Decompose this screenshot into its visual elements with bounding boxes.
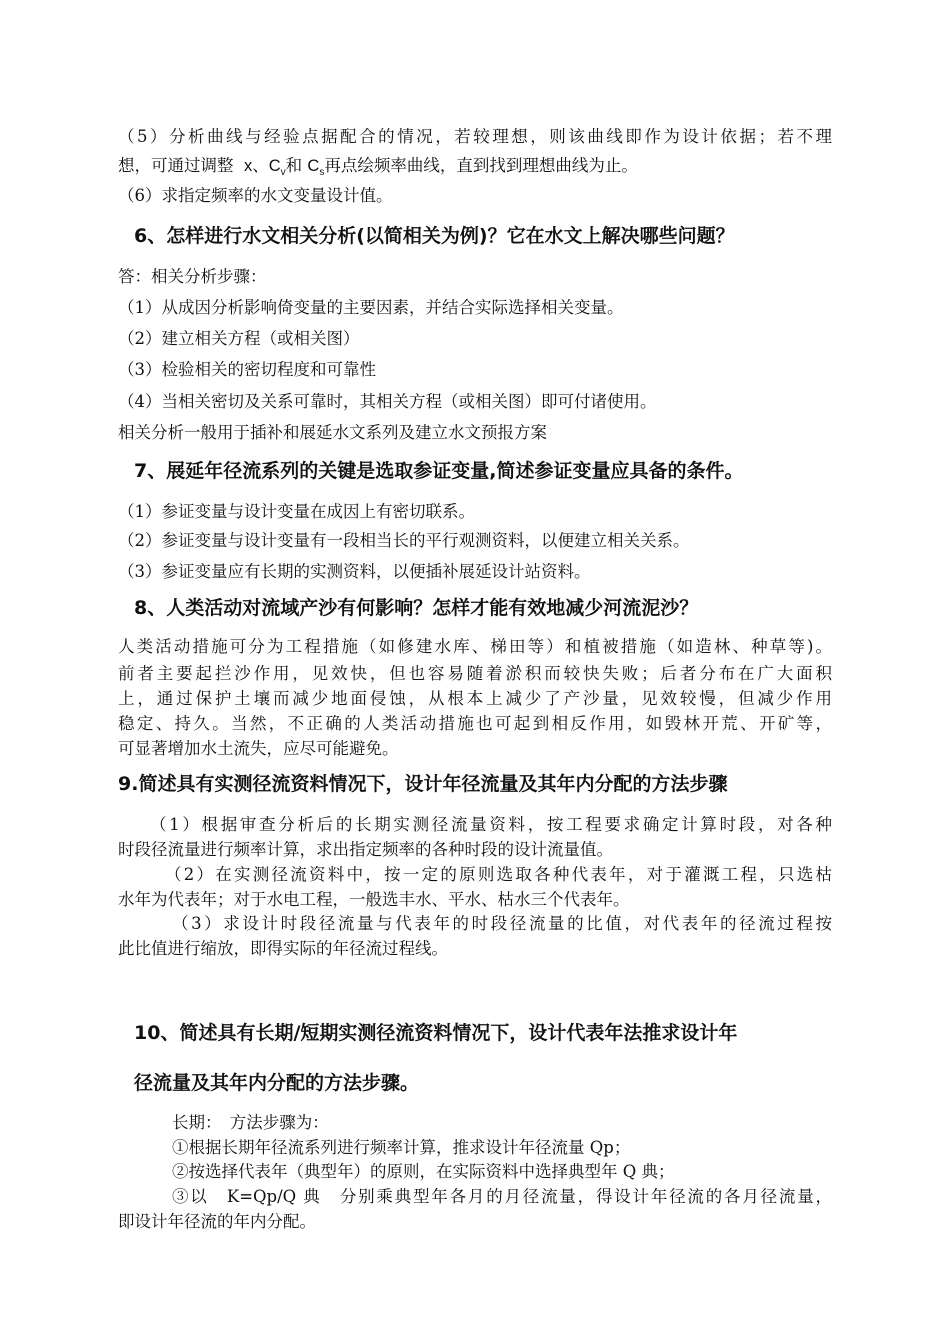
q6-line: 相关分析一般用于插补和展延水文系列及建立水文预报方案: [118, 423, 547, 442]
q9-line: 水年为代表年；对于水电工程，一般选丰水、平水、枯水三个代表年。: [118, 890, 630, 909]
symbol-x: x: [244, 157, 253, 175]
q7-heading: 7、展延年径流系列的关键是选取参证变量,简述参证变量应具备的条件。: [134, 460, 744, 482]
q6-line: （1）从成因分析影响倚变量的主要因素，并结合实际选择相关变量。: [118, 298, 624, 317]
q6-line: （3）检验相关的密切程度和可靠性: [118, 360, 376, 379]
q10-line: ②按选择代表年（典型年）的原则，在实际资料中选择典型年 Q 典；: [172, 1162, 675, 1181]
q10-heading-line-2: 径流量及其年内分配的方法步骤。: [134, 1072, 420, 1094]
q7-line: （2）参证变量与设计变量有一段相当长的平行观测资料，以便建立相关关系。: [118, 531, 690, 550]
q8-line: 上，通过保护土壤而减少地面侵蚀，从根本上减少了产沙量，见效较慢，但减少作用: [118, 689, 832, 708]
q6-heading: 6、怎样进行水文相关分析(以简相关为例)？它在水文上解决哪些问题？: [134, 225, 735, 247]
symbol-cs-letter: C: [307, 157, 320, 175]
q8-line: 稳定、持久。当然，不正确的人类活动措施也可起到相反作用，如毁林开荒、开矿等，: [118, 714, 832, 733]
q9-line: （1）根据审查分析后的长期实测径流量资料，按工程要求确定计算时段，对各种: [150, 815, 832, 834]
q10-line: ①根据长期年径流系列进行频率计算，推求设计年径流量 Qp；: [172, 1138, 631, 1157]
step-6-line: （6）求指定频率的水文变量设计值。: [118, 186, 393, 205]
step-5-text-a: 想，可通过调整: [118, 156, 234, 175]
q10-heading-line-1: 10、简述具有长期/短期实测径流资料情况下，设计代表年法推求设计年: [134, 1022, 738, 1044]
q10-line: 长期： 方法步骤为：: [172, 1113, 329, 1132]
q9-heading: 9.简述具有实测径流资料情况下，设计年径流量及其年内分配的方法步骤: [118, 773, 728, 795]
q10-line: ③以 K=Qp/Q 典 分别乘典型年各月的月径流量，得设计年径流的各月径流量，: [172, 1187, 832, 1206]
symbol-cv-letter: C: [268, 157, 281, 175]
q8-line: 人类活动措施可分为工程措施（如修建水库、梯田等）和植被措施（如造林、种草等)。: [118, 637, 832, 656]
q6-line: （4）当相关密切及关系可靠时，其相关方程（或相关图）即可付诸使用。: [118, 392, 657, 411]
symbol-cs-subscript: s: [319, 167, 325, 178]
q7-line: （1）参证变量与设计变量在成因上有密切联系。: [118, 502, 475, 521]
q9-line: 时段径流量进行频率计算，求出指定频率的各种时段的设计流量值。: [118, 840, 613, 859]
step-5-line-2: [118, 155, 832, 184]
q9-line: （2）在实测径流资料中，按一定的原则选取各种代表年，对于灌溉工程，只选枯: [165, 865, 832, 884]
separator: 、: [252, 156, 269, 175]
conjunction-he: 和: [285, 156, 303, 175]
q10-line: 即设计年径流的年内分配。: [118, 1212, 316, 1231]
symbol-cv-subscript: v: [280, 167, 286, 178]
step-5-line-1: （5）分析曲线与经验点据配合的情况，若较理想，则该曲线即作为设计依据；若不理: [118, 127, 832, 146]
q9-line: （3）求设计时段径流量与代表年的时段径流量的比值，对代表年的径流过程按: [172, 914, 832, 933]
q8-line: 前者主要起拦沙作用，见效快，但也容易随着淤积而较快失败；后者分布在广大面积: [118, 664, 832, 683]
q7-line: （3）参证变量应有长期的实测资料，以便插补展延设计站资料。: [118, 562, 591, 581]
symbol-cs: [307, 157, 325, 178]
symbol-cv: [268, 157, 286, 178]
q8-heading: 8、人类活动对流域产沙有何影响？怎样才能有效地减少河流泥沙？: [134, 597, 699, 619]
q9-line: 此比值进行缩放，即得实际的年径流过程线。: [118, 939, 448, 958]
step-5-text-b: 再点绘频率曲线，直到找到理想曲线为止。: [324, 156, 638, 175]
q8-line: 可显著增加水土流失，应尽可能避免。: [118, 739, 399, 758]
q6-line: （2）建立相关方程（或相关图）: [118, 329, 360, 348]
q6-line: 答：相关分析步骤：: [118, 267, 267, 286]
